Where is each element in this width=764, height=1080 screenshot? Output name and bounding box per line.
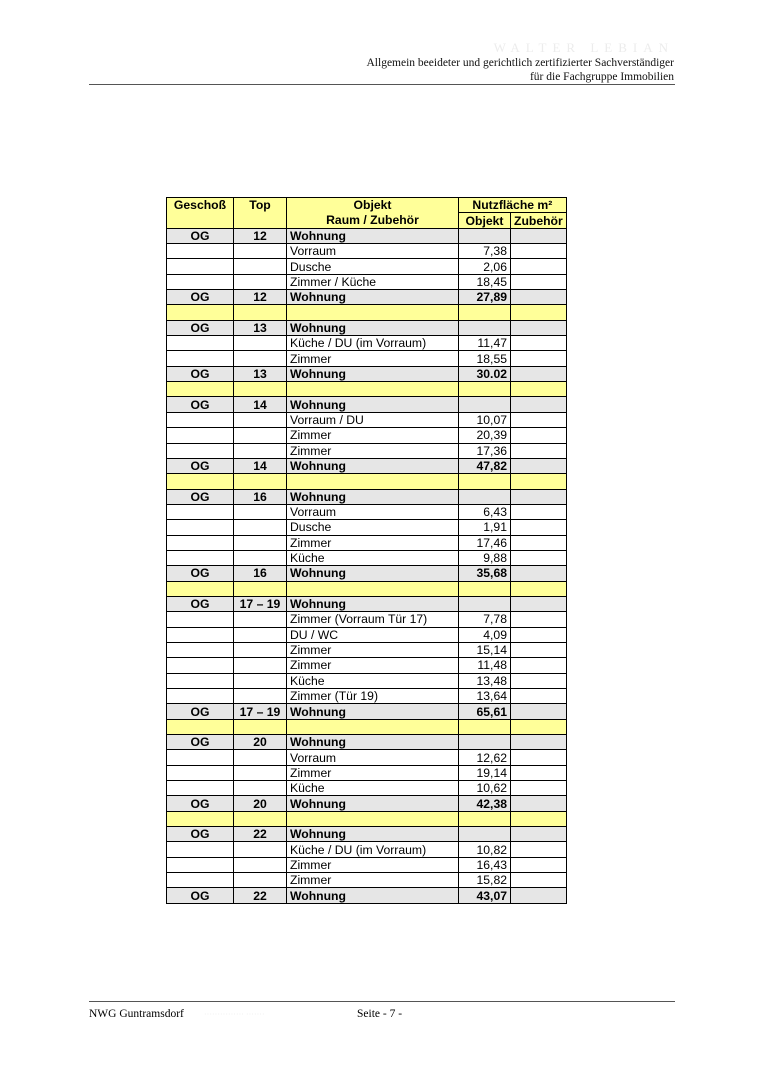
cell-top: [234, 673, 287, 688]
header-top: Top: [234, 198, 287, 213]
cell-flaeche-zubehoer: [511, 642, 567, 657]
separator-cell: [167, 305, 234, 320]
cell-flaeche-zubehoer: [511, 689, 567, 704]
cell-flaeche-zubehoer: [511, 366, 567, 381]
cell-flaeche-zubehoer: [511, 228, 567, 243]
cell-flaeche-zubehoer: [511, 244, 567, 259]
table-header-row-1: [167, 198, 567, 213]
cell-geschoss: [167, 274, 234, 289]
cell-top: [234, 504, 287, 519]
footer-project: NWG Guntramsdorf: [89, 1008, 184, 1020]
unit-row: [167, 366, 567, 381]
cell-flaeche-zubehoer: [511, 428, 567, 443]
cell-geschoss: [167, 765, 234, 780]
separator-cell: [234, 382, 287, 397]
nutzflaechen-table: [166, 197, 567, 904]
separator-cell: [287, 382, 459, 397]
cell-objekt: Wohnung: [287, 458, 459, 473]
separator-cell: [167, 382, 234, 397]
cell-geschoss: [167, 520, 234, 535]
cell-objekt: Wohnung: [287, 566, 459, 581]
cell-flaeche-zubehoer: [511, 290, 567, 305]
cell-geschoss: OG: [167, 489, 234, 504]
separator-cell: [234, 811, 287, 826]
cell-top: 12: [234, 290, 287, 305]
room-row: [167, 259, 567, 274]
cell-objekt: Küche / DU (im Vorraum): [287, 336, 459, 351]
cell-top: 16: [234, 489, 287, 504]
cell-objekt: Wohnung: [287, 320, 459, 335]
separator-cell: [511, 719, 567, 734]
separator-cell: [234, 581, 287, 596]
header-raum: Raum / Zubehör: [287, 213, 459, 228]
cell-top: 20: [234, 735, 287, 750]
cell-flaeche-zubehoer: [511, 412, 567, 427]
unit-row: [167, 228, 567, 243]
cell-flaeche-objekt: 12,62: [459, 750, 511, 765]
cell-top: [234, 658, 287, 673]
cell-objekt: Wohnung: [287, 366, 459, 381]
cell-objekt: Küche: [287, 550, 459, 565]
header-objekt-col: Objekt: [459, 213, 511, 228]
cell-flaeche-objekt: 17,46: [459, 535, 511, 550]
cell-geschoss: [167, 673, 234, 688]
cell-flaeche-objekt: 10,62: [459, 781, 511, 796]
cell-flaeche-zubehoer: [511, 750, 567, 765]
cell-objekt: Zimmer: [287, 535, 459, 550]
cell-top: 22: [234, 888, 287, 903]
cell-geschoss: OG: [167, 704, 234, 719]
cell-top: [234, 642, 287, 657]
room-row: [167, 658, 567, 673]
cell-objekt: Zimmer: [287, 873, 459, 888]
unit-row: [167, 290, 567, 305]
cell-objekt: Zimmer: [287, 765, 459, 780]
separator-cell: [459, 474, 511, 489]
cell-top: [234, 244, 287, 259]
room-row: [167, 765, 567, 780]
cell-flaeche-objekt: 16,43: [459, 857, 511, 872]
separator-row: [167, 581, 567, 596]
room-row: [167, 443, 567, 458]
cell-flaeche-zubehoer: [511, 796, 567, 811]
cell-flaeche-zubehoer: [511, 443, 567, 458]
cell-top: [234, 412, 287, 427]
room-row: [167, 689, 567, 704]
room-row: [167, 612, 567, 627]
cell-flaeche-objekt: [459, 827, 511, 842]
cell-flaeche-objekt: 35,68: [459, 566, 511, 581]
cell-flaeche-zubehoer: [511, 351, 567, 366]
room-row: [167, 412, 567, 427]
header-watermark: WALTER LEBIAN: [493, 40, 674, 55]
cell-flaeche-zubehoer: [511, 274, 567, 289]
separator-row: [167, 719, 567, 734]
unit-row: [167, 397, 567, 412]
table-header-row-2: [167, 213, 567, 228]
unit-row: [167, 796, 567, 811]
cell-flaeche-objekt: [459, 735, 511, 750]
separator-cell: [167, 474, 234, 489]
cell-geschoss: [167, 612, 234, 627]
cell-flaeche-objekt: 7,78: [459, 612, 511, 627]
cell-objekt: DU / WC: [287, 627, 459, 642]
cell-flaeche-zubehoer: [511, 888, 567, 903]
unit-row: [167, 489, 567, 504]
cell-flaeche-objekt: 47,82: [459, 458, 511, 473]
separator-cell: [459, 305, 511, 320]
cell-objekt: Vorraum: [287, 504, 459, 519]
cell-flaeche-zubehoer: [511, 566, 567, 581]
cell-flaeche-zubehoer: [511, 873, 567, 888]
unit-row: [167, 704, 567, 719]
cell-flaeche-objekt: 42,38: [459, 796, 511, 811]
cell-objekt: Zimmer: [287, 428, 459, 443]
cell-flaeche-objekt: 65,61: [459, 704, 511, 719]
separator-cell: [459, 382, 511, 397]
cell-top: [234, 428, 287, 443]
unit-row: [167, 888, 567, 903]
cell-flaeche-zubehoer: [511, 627, 567, 642]
header-line-2: für die Fachgruppe Immobilien: [529, 71, 674, 83]
cell-top: 13: [234, 366, 287, 381]
cell-flaeche-objekt: [459, 320, 511, 335]
cell-flaeche-zubehoer: [511, 704, 567, 719]
cell-top: [234, 857, 287, 872]
room-row: [167, 750, 567, 765]
separator-row: [167, 382, 567, 397]
cell-objekt: Wohnung: [287, 704, 459, 719]
room-row: [167, 336, 567, 351]
cell-flaeche-zubehoer: [511, 735, 567, 750]
cell-flaeche-zubehoer: [511, 489, 567, 504]
cell-flaeche-zubehoer: [511, 673, 567, 688]
cell-objekt: Dusche: [287, 259, 459, 274]
room-row: [167, 244, 567, 259]
cell-top: [234, 336, 287, 351]
cell-top: [234, 689, 287, 704]
cell-flaeche-zubehoer: [511, 520, 567, 535]
cell-flaeche-objekt: 13,64: [459, 689, 511, 704]
cell-objekt: Wohnung: [287, 489, 459, 504]
cell-flaeche-objekt: [459, 397, 511, 412]
cell-top: 14: [234, 458, 287, 473]
cell-top: [234, 550, 287, 565]
cell-objekt: Dusche: [287, 520, 459, 535]
separator-cell: [287, 581, 459, 596]
header-geschoss: Geschoß: [167, 198, 234, 213]
cell-geschoss: OG: [167, 596, 234, 611]
cell-flaeche-objekt: 18,55: [459, 351, 511, 366]
cell-geschoss: [167, 259, 234, 274]
room-row: [167, 673, 567, 688]
cell-geschoss: OG: [167, 888, 234, 903]
cell-top: [234, 781, 287, 796]
cell-top: [234, 627, 287, 642]
cell-flaeche-objekt: 10,82: [459, 842, 511, 857]
cell-geschoss: [167, 412, 234, 427]
cell-top: [234, 520, 287, 535]
separator-row: [167, 474, 567, 489]
cell-top: 17 – 19: [234, 704, 287, 719]
cell-flaeche-objekt: 4,09: [459, 627, 511, 642]
separator-cell: [511, 474, 567, 489]
cell-top: 20: [234, 796, 287, 811]
room-row: [167, 274, 567, 289]
cell-top: [234, 873, 287, 888]
cell-geschoss: [167, 642, 234, 657]
unit-row: [167, 827, 567, 842]
separator-cell: [287, 474, 459, 489]
separator-cell: [511, 382, 567, 397]
cell-flaeche-objekt: 1,91: [459, 520, 511, 535]
cell-geschoss: [167, 781, 234, 796]
cell-geschoss: [167, 658, 234, 673]
room-row: [167, 781, 567, 796]
cell-geschoss: OG: [167, 228, 234, 243]
room-row: [167, 873, 567, 888]
cell-top: [234, 842, 287, 857]
cell-geschoss: [167, 842, 234, 857]
cell-flaeche-objekt: 10,07: [459, 412, 511, 427]
separator-cell: [511, 305, 567, 320]
cell-flaeche-zubehoer: [511, 857, 567, 872]
unit-row: [167, 566, 567, 581]
cell-geschoss: OG: [167, 458, 234, 473]
cell-geschoss: [167, 550, 234, 565]
room-row: [167, 627, 567, 642]
cell-objekt: Küche: [287, 673, 459, 688]
cell-objekt: Zimmer / Küche: [287, 274, 459, 289]
cell-objekt: Wohnung: [287, 796, 459, 811]
cell-flaeche-objekt: 13,48: [459, 673, 511, 688]
cell-objekt: Wohnung: [287, 290, 459, 305]
cell-geschoss: [167, 627, 234, 642]
room-row: [167, 550, 567, 565]
room-row: [167, 520, 567, 535]
cell-flaeche-zubehoer: [511, 612, 567, 627]
cell-flaeche-objekt: 7,38: [459, 244, 511, 259]
cell-objekt: Zimmer: [287, 642, 459, 657]
cell-flaeche-objekt: 30.02: [459, 366, 511, 381]
cell-flaeche-zubehoer: [511, 842, 567, 857]
header-geschoss-blank: [167, 213, 234, 228]
unit-row: [167, 320, 567, 335]
separator-cell: [511, 811, 567, 826]
room-row: [167, 351, 567, 366]
cell-flaeche-zubehoer: [511, 827, 567, 842]
cell-top: [234, 612, 287, 627]
cell-top: [234, 259, 287, 274]
cell-geschoss: [167, 857, 234, 872]
cell-geschoss: OG: [167, 366, 234, 381]
separator-row: [167, 305, 567, 320]
footer-faint-mark: ··············· ·······: [204, 1010, 265, 1019]
cell-geschoss: [167, 504, 234, 519]
cell-top: 22: [234, 827, 287, 842]
cell-objekt: Wohnung: [287, 827, 459, 842]
unit-row: [167, 735, 567, 750]
cell-objekt: Vorraum: [287, 750, 459, 765]
cell-geschoss: OG: [167, 397, 234, 412]
table-body: [167, 198, 567, 904]
cell-flaeche-zubehoer: [511, 397, 567, 412]
separator-cell: [234, 474, 287, 489]
cell-geschoss: OG: [167, 320, 234, 335]
cell-objekt: Zimmer: [287, 351, 459, 366]
cell-flaeche-objekt: [459, 489, 511, 504]
cell-flaeche-zubehoer: [511, 550, 567, 565]
cell-top: 16: [234, 566, 287, 581]
separator-cell: [287, 305, 459, 320]
cell-flaeche-objekt: 15,14: [459, 642, 511, 657]
cell-objekt: Wohnung: [287, 596, 459, 611]
cell-flaeche-objekt: 20,39: [459, 428, 511, 443]
cell-flaeche-objekt: 11,48: [459, 658, 511, 673]
footer-page-number: Seite - 7 -: [357, 1008, 403, 1020]
cell-objekt: Wohnung: [287, 735, 459, 750]
separator-cell: [511, 581, 567, 596]
header-zubehoer-col: Zubehör: [511, 213, 567, 228]
cell-objekt: Küche / DU (im Vorraum): [287, 842, 459, 857]
cell-flaeche-objekt: 18,45: [459, 274, 511, 289]
cell-top: 12: [234, 228, 287, 243]
header-line-1: Allgemein beeideter und gerichtlich zertifizierter Sachverständiger: [366, 57, 674, 69]
cell-flaeche-zubehoer: [511, 596, 567, 611]
room-row: [167, 504, 567, 519]
room-row: [167, 428, 567, 443]
cell-top: [234, 443, 287, 458]
cell-geschoss: [167, 428, 234, 443]
cell-objekt: Vorraum / DU: [287, 412, 459, 427]
cell-objekt: Zimmer: [287, 857, 459, 872]
room-row: [167, 857, 567, 872]
cell-objekt: Vorraum: [287, 244, 459, 259]
cell-top: [234, 351, 287, 366]
room-row: [167, 842, 567, 857]
unit-row: [167, 458, 567, 473]
cell-flaeche-zubehoer: [511, 504, 567, 519]
separator-cell: [287, 719, 459, 734]
cell-flaeche-zubehoer: [511, 781, 567, 796]
cell-flaeche-zubehoer: [511, 320, 567, 335]
cell-geschoss: [167, 873, 234, 888]
separator-cell: [167, 581, 234, 596]
separator-cell: [234, 305, 287, 320]
cell-flaeche-zubehoer: [511, 765, 567, 780]
cell-flaeche-objekt: 11,47: [459, 336, 511, 351]
header-objekt: Objekt: [287, 198, 459, 213]
cell-geschoss: OG: [167, 290, 234, 305]
cell-flaeche-objekt: 15,82: [459, 873, 511, 888]
cell-objekt: Zimmer: [287, 658, 459, 673]
cell-flaeche-zubehoer: [511, 336, 567, 351]
cell-top: 13: [234, 320, 287, 335]
cell-flaeche-objekt: 2,06: [459, 259, 511, 274]
room-row: [167, 535, 567, 550]
cell-geschoss: OG: [167, 735, 234, 750]
separator-row: [167, 811, 567, 826]
room-row: [167, 642, 567, 657]
cell-flaeche-zubehoer: [511, 458, 567, 473]
separator-cell: [234, 719, 287, 734]
unit-row: [167, 596, 567, 611]
cell-geschoss: OG: [167, 796, 234, 811]
page-footer: [89, 1008, 675, 1024]
cell-top: [234, 274, 287, 289]
cell-objekt: Zimmer: [287, 443, 459, 458]
cell-top: [234, 765, 287, 780]
cell-objekt: Wohnung: [287, 228, 459, 243]
cell-objekt: Wohnung: [287, 397, 459, 412]
separator-cell: [167, 811, 234, 826]
cell-geschoss: OG: [167, 566, 234, 581]
separator-cell: [459, 811, 511, 826]
header-top-blank: [234, 213, 287, 228]
cell-flaeche-zubehoer: [511, 259, 567, 274]
separator-cell: [459, 719, 511, 734]
cell-objekt: Zimmer (Tür 19): [287, 689, 459, 704]
cell-flaeche-objekt: 43,07: [459, 888, 511, 903]
cell-geschoss: [167, 351, 234, 366]
cell-flaeche-zubehoer: [511, 658, 567, 673]
separator-cell: [459, 581, 511, 596]
footer-rule: [89, 1001, 675, 1002]
cell-top: 17 – 19: [234, 596, 287, 611]
cell-geschoss: [167, 750, 234, 765]
cell-flaeche-objekt: [459, 228, 511, 243]
cell-geschoss: [167, 535, 234, 550]
cell-flaeche-objekt: 6,43: [459, 504, 511, 519]
cell-objekt: Küche: [287, 781, 459, 796]
cell-geschoss: OG: [167, 827, 234, 842]
cell-objekt: Zimmer (Vorraum Tür 17): [287, 612, 459, 627]
cell-top: [234, 750, 287, 765]
page-header: [367, 40, 675, 84]
cell-objekt: Wohnung: [287, 888, 459, 903]
cell-geschoss: [167, 336, 234, 351]
header-rule: [89, 84, 675, 85]
cell-geschoss: [167, 443, 234, 458]
cell-flaeche-objekt: 19,14: [459, 765, 511, 780]
separator-cell: [167, 719, 234, 734]
cell-top: [234, 535, 287, 550]
cell-flaeche-zubehoer: [511, 535, 567, 550]
cell-flaeche-objekt: 17,36: [459, 443, 511, 458]
cell-flaeche-objekt: 9,88: [459, 550, 511, 565]
cell-geschoss: [167, 689, 234, 704]
cell-geschoss: [167, 244, 234, 259]
cell-top: 14: [234, 397, 287, 412]
header-nutzflaeche: Nutzfläche m²: [459, 198, 567, 213]
cell-flaeche-objekt: 27,89: [459, 290, 511, 305]
cell-flaeche-objekt: [459, 596, 511, 611]
separator-cell: [287, 811, 459, 826]
